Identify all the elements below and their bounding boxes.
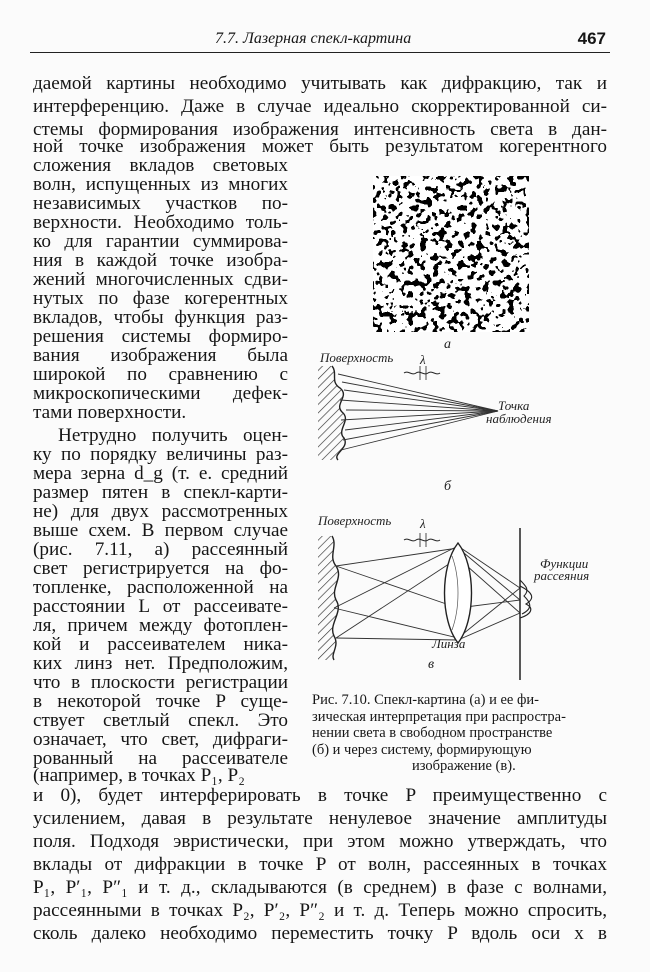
body-line: кой и рассеивателем ника-	[33, 634, 288, 655]
body-line: ния в каждой точке изобра-	[33, 250, 288, 271]
figure-7-10	[308, 168, 613, 688]
body-line: и 0), будет интерферировать в точке P преимущественно с	[33, 785, 607, 806]
lambda-label: λ	[420, 516, 426, 531]
body-line: вкладов, чтобы функция раз-	[33, 307, 288, 328]
surface-label: Поверхность	[318, 513, 392, 528]
speckle-pattern	[373, 176, 529, 332]
scatter-function-label: рассеяния	[534, 568, 590, 583]
body-line: тами поверхности.	[33, 402, 187, 423]
caption-line: изображение (в).	[412, 758, 516, 774]
caption-line: нении света в свободном пространстве	[312, 725, 553, 741]
body-line: рассеянными в точках P₂, P′₂, P″₂ и т. д. Теперь можно спросить,	[33, 900, 607, 921]
running-header	[30, 26, 610, 53]
body-line: сложения вкладов световых	[33, 155, 288, 176]
body-line: микроскопическими дефек-	[33, 383, 288, 404]
body-line: решения системы формиро-	[33, 326, 288, 347]
body-line: в некоторой точке P суще-	[33, 691, 288, 712]
running-title: 7.7. Лазерная спекл-картина	[215, 30, 412, 47]
body-line: независимых участков по-	[33, 193, 288, 214]
free-space-diagram	[318, 366, 498, 460]
body-line: даемой картины необходимо учитывать как дифракцию, так и	[33, 73, 607, 94]
figure-label-b: б	[444, 479, 452, 494]
lambda-label: λ	[420, 352, 426, 367]
body-line: верхности. Необходимо толь-	[33, 212, 288, 233]
figure-label-a: а	[444, 337, 451, 352]
body-line: стемы формирования изображения интенсивность света в дан-	[33, 119, 607, 140]
observation-point-label: наблюдения	[486, 411, 552, 426]
body-line: ля, причем между фотоплен-	[33, 615, 288, 636]
observation-point-label: Точка	[498, 398, 530, 413]
body-line: означает, что свет, дифраги-	[33, 729, 288, 750]
body-line: что в плоскости регистрации	[33, 672, 288, 693]
body-line: широкой по сравнению с	[33, 364, 288, 385]
body-line: вклады от дифракции в точке P от волн, рассеянных в точках	[33, 854, 607, 875]
body-line: нутых по фазе когерентных	[33, 288, 288, 309]
caption-line: (б) и через систему, формирующую	[312, 741, 532, 758]
caption-line: Рис. 7.10. Спекл-картина (а) и ее фи-	[312, 692, 539, 708]
body-line: расстоянии L от рассеивате-	[33, 596, 288, 617]
speckle-figure	[308, 168, 613, 688]
body-line: ких линз нет. Предположим,	[33, 653, 288, 674]
body-line: ной точке изображения может быть результатом когерентного	[33, 136, 607, 157]
body-line: усилением, давая в результате ненулевое значение амплитуды	[33, 808, 607, 829]
body-line: ко для гарантии суммирова-	[33, 231, 288, 252]
body-line: жений многочисленных сдви-	[33, 269, 288, 290]
lens-label: Линза	[432, 636, 466, 651]
body-line: (например, в точках P₁, P₂	[33, 765, 245, 786]
body-line: (рис. 7.11, а) рассеянный	[33, 539, 288, 560]
body-line: рованный на рассеивателе	[33, 748, 288, 769]
body-line: сколь далеко необходимо переместить точку P вдоль оси x в	[33, 923, 607, 944]
body-line: поля. Подходя эвристически, при этом можно утверждать, что	[33, 831, 607, 852]
imaging-system-diagram	[318, 528, 532, 680]
body-line: ствует светлый спекл. Это	[33, 710, 288, 731]
body-line: свет регистрируется на фо-	[33, 558, 288, 579]
caption-line: зическая интерпретация при распростра-	[312, 708, 566, 725]
figure-label-c: в	[428, 657, 435, 672]
page-number: 467	[577, 29, 606, 48]
body-line: ку по порядку величины раз-	[33, 444, 288, 465]
body-line: P₁, P′₁, P″₁ и т. д., складываются (в среднем) в фазе с волнами,	[33, 877, 607, 898]
body-line: волн, испущенных из многих	[33, 174, 288, 195]
body-line: размер пятен в спекл-карти-	[33, 482, 288, 503]
body-line: Нетрудно получить оцен-	[58, 425, 288, 446]
scatter-function-label: Функции	[540, 556, 589, 571]
body-line: не) для двух рассмотренных	[33, 501, 288, 522]
body-line: выше схем. В первом случае	[33, 520, 288, 541]
surface-label: Поверхность	[320, 350, 394, 365]
body-line: интерференцию. Даже в случае идеально скорректированной си-	[33, 96, 607, 117]
figure-caption	[312, 692, 612, 775]
body-line: мера зерна d_g (т. е. средний	[33, 463, 288, 484]
body-line: топленке, расположенной на	[33, 577, 288, 598]
body-line: вания изображения была	[33, 345, 288, 366]
